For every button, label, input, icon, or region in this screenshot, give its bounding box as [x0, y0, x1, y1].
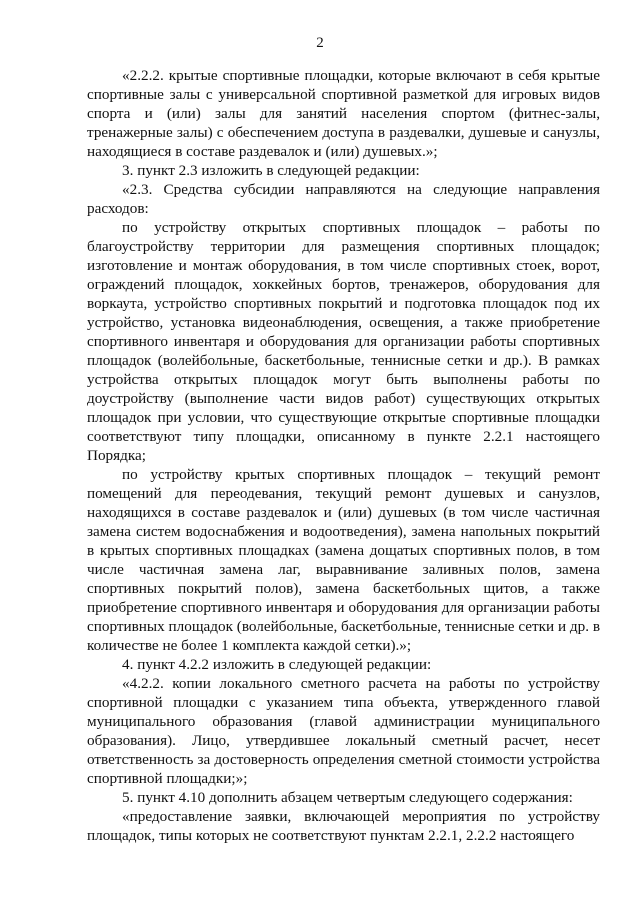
paragraph-item-3: 3. пункт 2.3 изложить в следующей редакции: — [122, 162, 420, 179]
paragraph-4-2-2: «4.2.2. копии локального сметного расчета на работы по устройству спортивной площадки с указанием типа объекта, утвержденного главой муниципального образования (главой администрации муниципального образования). Лицо, утвердившее локальный сметный расчет, несет ответственность за достоверность определения сметной стоимости устройства спортивной площадки;»; — [87, 675, 600, 787]
document-body — [87, 66, 600, 845]
paragraph-2-3: «2.3. Средства субсидии направляются на следующие направления расходов: — [87, 181, 600, 217]
paragraph-open-areas: по устройству открытых спортивных площадок – работы по благоустройству территории для размещения спортивных площадок; изготовление и монтаж оборудования, в том числе спортивных стоек, ворот, ограждений площадок, хоккейных бортов, тренажеров, оборудования для воркаута, устройство спортивных покрытий и подготовка площадок под их устройство, установка видеонаблюдения, освещения, а также приобретение спортивного инвентаря и оборудования для организации работы спортивных площадок (волейбольные, баскетбольные, теннисные сетки и др.). В рамках устройства открытых площадок могут быть выполнены работы по доустройству (выполнение части видов работ) существующих открытых площадок при условии, что существующие открытые спортивные площадки соответствуют типу площадки, описанному в пункте 2.2.1 настоящего Порядка; — [87, 219, 600, 464]
page-number: 2 — [316, 35, 324, 51]
paragraph-2-2-2: «2.2.2. крытые спортивные площадки, которые включают в себя крытые спортивные залы с универсальной спортивной разметкой для игровых видов спорта и (или) залы для занятий населения спортом (фитнес-залы, тренажерные залы) с обеспечением доступа в раздевалки, душевые и санузлы, находящиеся в составе раздевалок и (или) душевых.»; — [87, 67, 600, 160]
paragraph-application: «предоставление заявки, включающей мероприятия по устройству площадок, типы которых не соответствуют пунктам 2.2.1, 2.2.2 настоящего — [87, 808, 600, 844]
paragraph-item-4: 4. пункт 4.2.2 изложить в следующей редакции: — [122, 656, 432, 673]
paragraph-item-5: 5. пункт 4.10 дополнить абзацем четвертым следующего содержания: — [122, 789, 573, 806]
paragraph-covered-areas: по устройству крытых спортивных площадок – текущий ремонт помещений для переодевания, текущий ремонт душевых и санузлов, находящихся в составе раздевалок и (или) душевых (в том числе частичная замена систем водоснабжения и водоотведения), замена напольных покрытий в крытых спортивных площадках (замена дощатых спортивных полов, в том числе частичная замена лаг, выравнивание заливных полов, замена спортивных покрытий полов), замена баскетбольных щитов, а также приобретение спортивного инвентаря и оборудования для организации работы спортивных площадок (волейбольные, баскетбольные, теннисные сетки и др. в количестве не более 1 комплекта каждой сетки).»; — [87, 466, 600, 654]
